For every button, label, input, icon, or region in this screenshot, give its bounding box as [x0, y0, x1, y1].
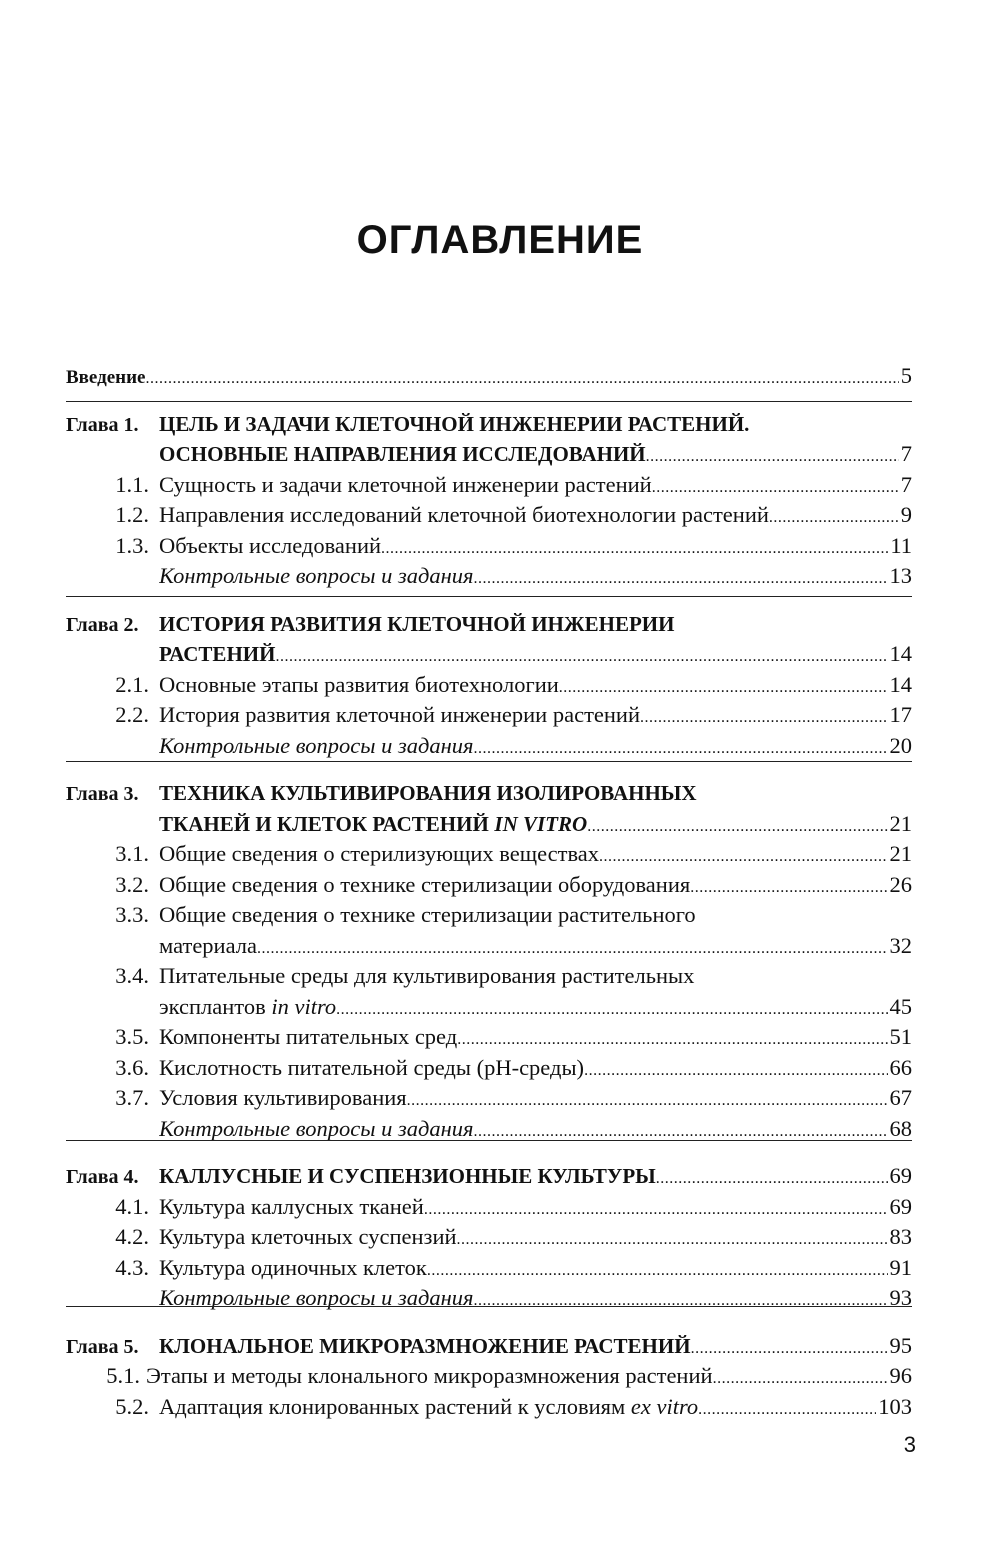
leader-dots [457, 1225, 888, 1256]
section-title: Основные этапы развития биотехнологии [159, 671, 559, 697]
chapter-title: ТКАНЕЙ И КЛЕТОК РАСТЕНИЙ [159, 811, 489, 836]
leader-dots [640, 703, 887, 734]
leader-dots [473, 564, 887, 595]
section-number: 4.1. [115, 1193, 149, 1219]
section-title: Общие сведения о технике стерилизации растительного [159, 902, 696, 927]
toc-section[interactable] [66, 961, 912, 992]
section-title: эксплантов [159, 993, 266, 1019]
section-page: 32 [889, 932, 912, 958]
leader-dots [656, 1164, 888, 1195]
section-title: Общие сведения о технике стерилизации оборудования [159, 871, 691, 897]
questions-page: 20 [889, 732, 912, 758]
toc-section[interactable] [66, 531, 912, 562]
chapter-4-heading[interactable] [66, 1161, 912, 1192]
section-title: Питательные среды для культивирования растительных [159, 963, 695, 988]
chapter-page: 7 [900, 441, 912, 466]
toc-questions[interactable] [66, 731, 912, 762]
section-page: 66 [889, 1054, 912, 1080]
leader-dots [584, 1056, 887, 1087]
intro-page: 5 [900, 363, 912, 388]
toc-section[interactable] [66, 470, 912, 501]
toc-chapter-5 [66, 1324, 912, 1433]
section-number: 1.3. [115, 532, 149, 558]
divider-rule [66, 761, 912, 762]
toc-intro [66, 361, 912, 402]
section-page: 51 [889, 1024, 912, 1049]
toc-section[interactable] [66, 1083, 912, 1114]
divider-rule [66, 596, 912, 597]
section-title: Направления исследований клеточной биотехнологии растений [159, 502, 769, 527]
section-title: Культура одиночных клеток [159, 1254, 427, 1280]
questions-title: Контрольные вопросы и задания [159, 1285, 474, 1310]
leader-dots [424, 1195, 888, 1226]
section-title-italic: in vitro [271, 993, 337, 1019]
chapter-title: ИСТОРИЯ РАЗВИТИЯ КЛЕТОЧНОЙ ИНЖЕНЕРИИ [159, 611, 675, 636]
section-number: 5.2. [115, 1393, 149, 1419]
section-title: Адаптация клонированных растений к условиям [159, 1393, 626, 1419]
questions-page: 93 [889, 1285, 912, 1310]
section-page: 91 [889, 1254, 912, 1280]
leader-dots [473, 1117, 887, 1148]
page-title: ОГЛАВЛЕНИЕ [356, 218, 644, 262]
toc-section[interactable] [66, 1022, 912, 1053]
questions-title: Контрольные вопросы и задания [159, 563, 474, 588]
section-title: материала [159, 932, 257, 958]
section-page: 83 [889, 1224, 912, 1249]
leader-dots [599, 842, 887, 873]
section-title: Сущность и задачи клеточной инженерии растений [159, 471, 652, 497]
toc-section[interactable] [66, 670, 912, 701]
chapter-label: Глава 2. [66, 613, 139, 636]
leader-dots [473, 734, 887, 765]
chapter-page: 14 [889, 641, 912, 666]
leader-dots [146, 364, 899, 395]
section-title: История развития клеточной инженерии растений [159, 702, 641, 727]
leader-dots [698, 1395, 876, 1426]
intro-label: Введение [66, 367, 146, 388]
section-title: Объекты исследований [159, 532, 382, 558]
section-page: 14 [889, 671, 912, 697]
section-page: 17 [889, 702, 912, 727]
toc-chapter-4 [66, 1154, 912, 1324]
divider-rule [66, 401, 912, 402]
section-number: 2.1. [115, 671, 149, 697]
leader-dots [336, 995, 887, 1026]
section-page: 103 [878, 1393, 912, 1419]
section-number: 3.6. [115, 1054, 149, 1080]
section-number: 2.2. [115, 702, 149, 727]
chapter-1-heading-line2[interactable] [66, 439, 912, 470]
chapter-title-italic: IN VITRO [494, 811, 588, 836]
section-title: Культура каллусных тканей [159, 1193, 424, 1219]
toc-section[interactable] [66, 839, 912, 870]
section-number: 4.3. [115, 1254, 149, 1280]
chapter-title: ОСНОВНЫЕ НАПРАВЛЕНИЯ ИССЛЕДОВАНИЙ [159, 442, 646, 466]
leader-dots [381, 534, 888, 565]
toc-chapter-3 [66, 771, 912, 1154]
section-number: 3.7. [115, 1085, 149, 1110]
section-page: 11 [890, 532, 912, 558]
section-page: 69 [889, 1193, 912, 1219]
chapter-title: ЦЕЛЬ И ЗАДАЧИ КЛЕТОЧНОЙ ИНЖЕНЕРИИ РАСТЕНИЙ. [159, 411, 750, 436]
page-number: 3 [903, 1432, 916, 1457]
section-page: 21 [889, 841, 912, 866]
section-number: 1.2. [115, 502, 149, 527]
chapter-3-heading-line1[interactable] [66, 778, 912, 809]
toc-section[interactable] [66, 700, 912, 731]
chapter-title: ТЕХНИКА КУЛЬТИВИРОВАНИЯ ИЗОЛИРОВАННЫХ [159, 781, 697, 805]
toc-section[interactable] [66, 1392, 912, 1423]
section-number: 3.2. [115, 871, 149, 897]
chapter-label: Глава 3. [66, 783, 139, 805]
leader-dots [427, 1256, 888, 1287]
section-title-italic: ex vitro [630, 1393, 699, 1419]
divider-rule [66, 1306, 912, 1307]
toc-section-continued[interactable] [66, 931, 912, 962]
section-title: Компоненты питательных сред [159, 1024, 458, 1049]
toc-section[interactable] [66, 1192, 912, 1223]
toc-chapter-1 [66, 402, 912, 602]
section-page: 7 [900, 471, 912, 497]
leader-dots [691, 1334, 888, 1365]
leader-dots [646, 442, 899, 473]
section-title: Кислотность питательной среды (рН-среды) [159, 1054, 585, 1080]
section-page: 67 [889, 1085, 912, 1110]
toc-section[interactable] [66, 870, 912, 901]
section-title: Культура клеточных суспензий [159, 1224, 457, 1249]
leader-dots [652, 473, 899, 504]
toc-questions[interactable] [66, 1283, 912, 1314]
questions-title: Контрольные вопросы и задания [159, 732, 474, 758]
leader-dots [407, 1086, 888, 1117]
leader-dots [457, 1025, 887, 1056]
toc-section[interactable] [66, 500, 912, 531]
questions-page: 13 [889, 563, 912, 588]
chapter-3-heading-line2[interactable] [66, 809, 912, 840]
chapter-title: КАЛЛУСНЫЕ И СУСПЕНЗИОННЫЕ КУЛЬТУРЫ [159, 1164, 656, 1188]
leader-dots [713, 1364, 888, 1395]
section-number: 4.2. [115, 1224, 149, 1249]
leader-dots [473, 1286, 887, 1317]
leader-dots [690, 873, 887, 904]
section-title: Условия культивирования [159, 1085, 407, 1110]
table-of-contents [66, 361, 912, 1432]
divider-rule [66, 1140, 912, 1141]
leader-dots [587, 812, 887, 843]
section-title: Общие сведения о стерилизующих веществах [159, 841, 600, 866]
leader-dots [257, 934, 888, 965]
toc-questions[interactable] [66, 561, 912, 592]
toc-section[interactable] [66, 1253, 912, 1284]
section-title: Этапы и методы клонального микроразмножения растений [146, 1363, 713, 1388]
toc-section[interactable] [66, 900, 912, 931]
leader-dots [559, 673, 888, 704]
leader-dots [275, 642, 887, 673]
section-number: 3.1. [115, 841, 149, 866]
chapter-title: РАСТЕНИЙ [159, 642, 276, 666]
toc-entry-intro[interactable] [66, 361, 912, 392]
section-number: 1.1. [115, 471, 149, 497]
leader-dots [769, 503, 899, 534]
section-number: 3.4. [115, 963, 149, 988]
section-page: 96 [889, 1363, 912, 1388]
chapter-label: Глава 4. [66, 1166, 139, 1188]
questions-page: 68 [889, 1115, 912, 1141]
toc-section[interactable] [66, 1222, 912, 1253]
toc-chapter-2 [66, 602, 912, 772]
section-number: 5.1. [106, 1363, 140, 1388]
chapter-5-heading[interactable] [66, 1331, 912, 1362]
chapter-page: 21 [889, 810, 912, 836]
chapter-2-heading-line1[interactable] [66, 609, 912, 640]
chapter-2-heading-line2[interactable] [66, 639, 912, 670]
section-number: 3.3. [115, 902, 149, 927]
questions-title: Контрольные вопросы и задания [159, 1115, 474, 1141]
section-page: 9 [900, 502, 912, 527]
section-number: 3.5. [115, 1024, 149, 1049]
chapter-1-heading-line1[interactable] [66, 409, 912, 440]
section-page: 45 [889, 993, 912, 1019]
chapter-label: Глава 5. [66, 1335, 139, 1358]
chapter-label: Глава 1. [66, 413, 139, 436]
section-page: 26 [889, 871, 912, 897]
chapter-page: 69 [889, 1163, 912, 1188]
toc-section-continued[interactable] [66, 992, 912, 1023]
chapter-page: 95 [889, 1332, 912, 1358]
chapter-title: КЛОНАЛЬНОЕ МИКРОРАЗМНОЖЕНИЕ РАСТЕНИЙ [159, 1333, 691, 1358]
toc-section[interactable] [66, 1053, 912, 1084]
toc-section[interactable] [66, 1361, 912, 1392]
